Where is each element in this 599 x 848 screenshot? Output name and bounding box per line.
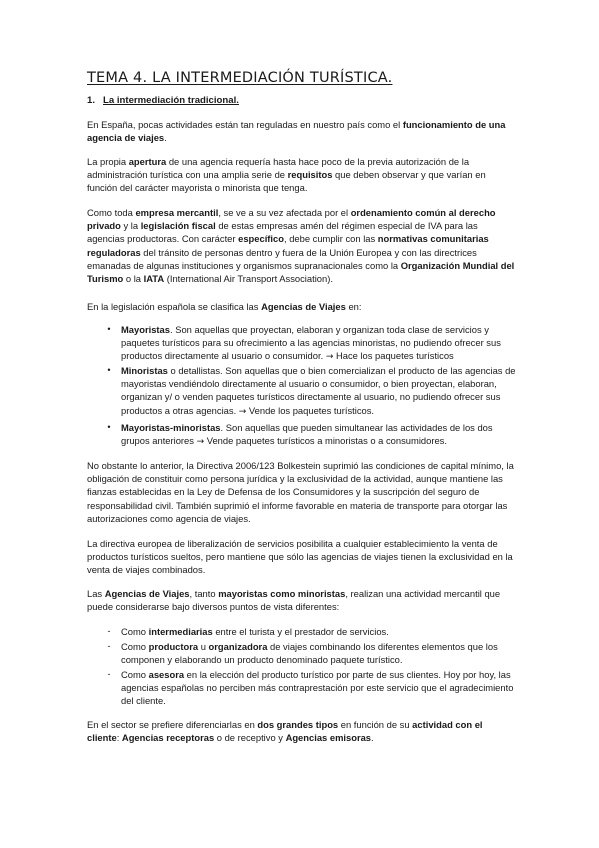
list-item: • Minoristas o detallistas. Son aquellas que o bien comercializan el producto de las agencias de mayoristas vendiéndolo directamente al usuario o consumidor, o bien proyectan, elaboran, organizan y/ o venden paquetes turísticos directamente al usuario, no pudiendo ofrecer sus productos a otras agencias. → Vende los paquetes turísticos.	[121, 364, 517, 419]
bullet-marker: •	[107, 324, 111, 334]
arrow-right-icon: →	[196, 437, 205, 448]
paragraph-types: En el sector se prefiere diferenciarlas en dos grandes tipos en función de su actividad con el cliente: Agencias receptoras o de receptivo y Agencias emisoras.	[87, 719, 483, 744]
arrow-right-icon: →	[325, 352, 334, 363]
paragraph-viewpoints: Las Agencias de Viajes, tanto mayoristas como minoristas, realizan una actividad mercantil que puede considerarse bajo diversos puntos de vista diferentes:	[87, 588, 501, 613]
list-item: - Como productora u organizadora de viajes combinando los diferentes elementos que los componen y elaborando un producto denominado paquete turístico.	[121, 640, 517, 666]
dash-marker: -	[107, 626, 111, 636]
list-item: - Como intermediarias entre el turista y el prestador de servicios.	[121, 625, 517, 638]
page-title: TEMA 4. LA INTERMEDIACIÓN TURÍSTICA.	[87, 70, 393, 86]
bullet-marker: •	[107, 365, 111, 375]
list-item: - Como asesora en la elección del producto turístico por parte de sus clientes. Hoy por hoy, las agencias españolas no perciben más contraprestación por este servicio que el agradecimiento del cliente.	[121, 668, 517, 708]
paragraph-regulation: En España, pocas actividades están tan reguladas en nuestro país como el funcionamiento de una agencia de viajes.	[87, 119, 506, 144]
paragraph-liberalization: La directiva europea de liberalización de servicios posibilita a cualquier establecimiento la venta de productos turísticos sueltos, pero mantiene que sólo las agencias de viajes tienen la exclusividad en la venta de viajes combinados.	[87, 538, 513, 576]
paragraph-classification: En la legislación española se clasifica las Agencias de Viajes en:	[87, 301, 362, 312]
list-item: • Mayoristas. Son aquellas que proyectan, elaboran y organizan toda clase de servicios y paquetes turísticos para su ofrecimiento a las agencias minoristas, no pudiendo ofrecer sus productos directamente al usuario o consumidor. → Hace los paquetes turísticos	[121, 323, 517, 365]
dash-marker: -	[107, 641, 111, 651]
bullet-marker: •	[107, 422, 111, 432]
list-item: • Mayoristas-minoristas. Son aquellas que pueden simultanear las actividades de los dos grupos anteriores → Vende paquetes turísticos a minoristas o a consumidores.	[121, 421, 517, 449]
arrow-right-icon: →	[238, 406, 247, 417]
dash-marker: -	[107, 669, 111, 679]
paragraph-opening: La propia apertura de una agencia requería hasta hace poco de la previa autorización de la administración turística con una amplia serie de requisitos que deben observar y que varían en función del carácter mayorista o minorista que tenga.	[87, 156, 486, 194]
section-title: La intermediación tradicional.	[103, 95, 239, 106]
paragraph-directive: No obstante lo anterior, la Directiva 2006/123 Bolkestein suprimió las condiciones de capital mínimo, la obligación de constituir como persona jurídica y la exclusividad de la actividad, aunque mantiene las fianzas establecidas en la Ley de Defensa de los Consumidores y la suscripción del seguro de responsabilidad civil. También suprimió el informe favorable en materia de transporte para otorgar las autorizaciones como agencia de viajes.	[87, 460, 514, 524]
paragraph-mercantile: Como toda empresa mercantil, se ve a su vez afectada por el ordenamiento común al derecho privado y la legislación fiscal de estas empresas amén del régimen especial de IVA para las agencias productoras. Con carácter específico, debe cumplir con las normativas comunitarias reguladoras del tránsito de personas dentro y fuera de la Unión Europea y con las directrices emanadas de algunas instituciones y organismos supranacionales como la Organización Mundial del Turismo o la IATA (International Air Transport Association).	[87, 207, 515, 285]
section-number: 1.	[87, 95, 96, 106]
section-heading	[87, 95, 239, 106]
